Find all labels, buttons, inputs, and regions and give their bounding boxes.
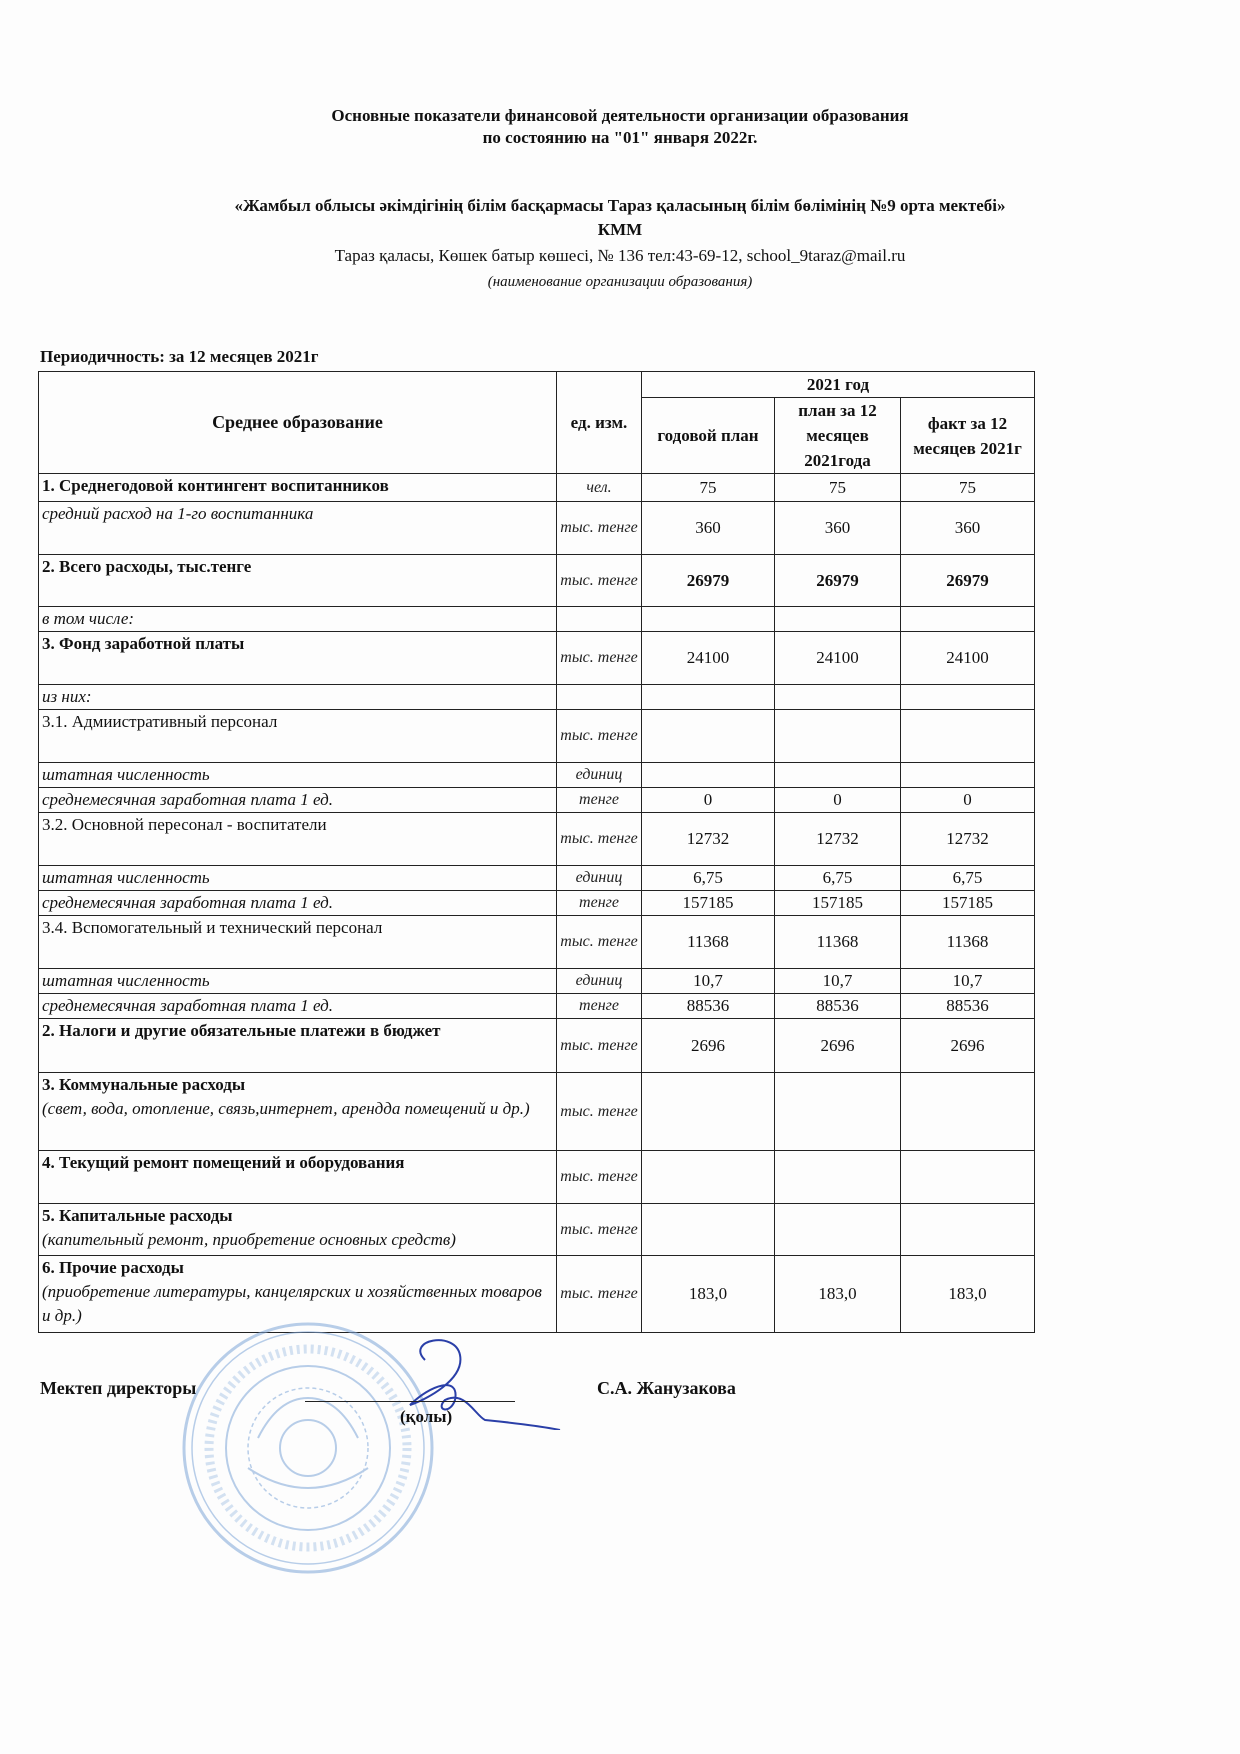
value-fact-12-months <box>901 1204 1035 1256</box>
value-annual-plan: 10,7 <box>642 969 775 994</box>
signature-line <box>305 1401 515 1402</box>
value-fact-12-months <box>901 710 1035 763</box>
row-label-cell <box>39 710 557 763</box>
header-main: Среднее образование <box>39 372 557 474</box>
document-title-line2: по состоянию на "01" января 2022г. <box>482 128 758 147</box>
value-fact-12-months <box>901 1073 1035 1151</box>
value-plan-12-months: 183,0 <box>775 1256 901 1333</box>
row-label-cell <box>39 813 557 866</box>
table-row <box>39 866 1035 891</box>
value-plan-12-months: 24100 <box>775 632 901 685</box>
table-row <box>39 474 1035 502</box>
value-fact-12-months: 12732 <box>901 813 1035 866</box>
row-unit: тыс. тенге <box>557 555 642 607</box>
value-plan-12-months: 75 <box>775 474 901 502</box>
table-row <box>39 994 1035 1019</box>
table-row <box>39 969 1035 994</box>
row-label-cell <box>39 916 557 969</box>
row-label: из них: <box>42 687 92 706</box>
row-unit: тенге <box>557 994 642 1019</box>
table-row <box>39 1019 1035 1073</box>
value-fact-12-months <box>901 763 1035 788</box>
value-fact-12-months: 6,75 <box>901 866 1035 891</box>
table-row <box>39 632 1035 685</box>
row-label: в том числе: <box>42 609 135 628</box>
organization-name: «Жамбыл облысы әкімдігінің білім басқармасы Тараз қаласының білім бөлімінің №9 орта мектебі» <box>234 196 1006 215</box>
value-fact-12-months: 183,0 <box>901 1256 1035 1333</box>
table-row <box>39 502 1035 555</box>
organization-address: Тараз қаласы, Көшек батыр көшесі, № 136 тел:43-69-12, school_9taraz@mail.ru <box>334 246 906 265</box>
value-plan-12-months: 0 <box>775 788 901 813</box>
table-row <box>39 1151 1035 1204</box>
value-fact-12-months: 75 <box>901 474 1035 502</box>
value-annual-plan: 183,0 <box>642 1256 775 1333</box>
value-plan-12-months: 157185 <box>775 891 901 916</box>
row-unit: тенге <box>557 891 642 916</box>
value-fact-12-months: 24100 <box>901 632 1035 685</box>
value-annual-plan: 26979 <box>642 555 775 607</box>
table-row <box>39 685 1035 710</box>
value-plan-12-months <box>775 685 901 710</box>
row-label-cell <box>39 866 557 891</box>
row-sublabel: (приобретение литературы, канцелярских и хозяйственных товаров и др.) <box>42 1282 542 1325</box>
value-fact-12-months: 2696 <box>901 1019 1035 1073</box>
table-row <box>39 1204 1035 1256</box>
value-plan-12-months: 12732 <box>775 813 901 866</box>
row-unit: тыс. тенге <box>557 1151 642 1204</box>
table-row <box>39 607 1035 632</box>
row-unit: чел. <box>557 474 642 502</box>
value-plan-12-months: 26979 <box>775 555 901 607</box>
row-label: 6. Прочие расходы <box>42 1258 184 1277</box>
row-label-cell <box>39 994 557 1019</box>
financial-table <box>38 371 1035 1333</box>
value-annual-plan: 75 <box>642 474 775 502</box>
periodicity: Периодичность: за 12 месяцев 2021г <box>40 347 319 366</box>
value-plan-12-months <box>775 1151 901 1204</box>
row-label-cell <box>39 969 557 994</box>
row-label-cell <box>39 1151 557 1204</box>
row-unit <box>557 685 642 710</box>
value-plan-12-months <box>775 763 901 788</box>
row-label: штатная численность <box>42 765 210 784</box>
row-label-cell <box>39 474 557 502</box>
value-fact-12-months: 0 <box>901 788 1035 813</box>
row-label: среднемесячная заработная плата 1 ед. <box>42 893 334 912</box>
value-plan-12-months: 11368 <box>775 916 901 969</box>
row-sublabel: (свет, вода, отопление, связь,интернет, арендда помещений и др.) <box>42 1099 530 1118</box>
row-unit: тенге <box>557 788 642 813</box>
value-plan-12-months: 88536 <box>775 994 901 1019</box>
row-unit: тыс. тенге <box>557 1256 642 1333</box>
value-annual-plan <box>642 710 775 763</box>
organization-type: КММ <box>597 220 643 239</box>
value-fact-12-months: 11368 <box>901 916 1035 969</box>
row-label: 4. Текущий ремонт помещений и оборудования <box>42 1153 405 1172</box>
row-label-cell <box>39 891 557 916</box>
document-title-line1: Основные показатели финансовой деятельности организации образования <box>331 106 909 125</box>
director-signature <box>365 1330 565 1430</box>
row-label: 5. Капитальные расходы <box>42 1206 233 1225</box>
value-annual-plan <box>642 1073 775 1151</box>
value-annual-plan: 360 <box>642 502 775 555</box>
header-fact-12-months: факт за 12 месяцев 2021г <box>901 398 1035 474</box>
value-plan-12-months <box>775 1073 901 1151</box>
row-label: 3. Коммунальные расходы <box>42 1075 246 1094</box>
row-label-cell <box>39 1073 557 1151</box>
row-unit: единиц <box>557 969 642 994</box>
signatory-position: Мектеп директоры <box>40 1378 197 1398</box>
value-plan-12-months: 2696 <box>775 1019 901 1073</box>
row-label: 2. Всего расходы, тыс.тенге <box>42 557 252 576</box>
row-unit: тыс. тенге <box>557 632 642 685</box>
table-row <box>39 710 1035 763</box>
value-plan-12-months: 6,75 <box>775 866 901 891</box>
value-fact-12-months: 360 <box>901 502 1035 555</box>
row-label-cell <box>39 607 557 632</box>
row-unit: тыс. тенге <box>557 916 642 969</box>
signature-caption: (қолы) <box>400 1407 453 1426</box>
value-fact-12-months: 26979 <box>901 555 1035 607</box>
value-annual-plan: 2696 <box>642 1019 775 1073</box>
value-plan-12-months: 10,7 <box>775 969 901 994</box>
header-unit: ед. изм. <box>557 372 642 474</box>
row-label: 3.4. Вспомогательный и технический персонал <box>42 918 383 937</box>
value-fact-12-months <box>901 1151 1035 1204</box>
row-label-cell <box>39 1019 557 1073</box>
header-annual-plan: годовой план <box>642 398 775 474</box>
table-row <box>39 788 1035 813</box>
value-annual-plan: 88536 <box>642 994 775 1019</box>
value-plan-12-months: 360 <box>775 502 901 555</box>
value-plan-12-months <box>775 710 901 763</box>
row-unit: единиц <box>557 763 642 788</box>
header-plan-12-months: план за 12 месяцев 2021года <box>775 398 901 474</box>
value-annual-plan <box>642 763 775 788</box>
value-fact-12-months <box>901 607 1035 632</box>
row-unit: тыс. тенге <box>557 813 642 866</box>
row-unit: тыс. тенге <box>557 1204 642 1256</box>
value-annual-plan <box>642 685 775 710</box>
row-label: среднемесячная заработная плата 1 ед. <box>42 790 334 809</box>
table-row <box>39 1073 1035 1151</box>
row-label-cell <box>39 502 557 555</box>
row-unit: тыс. тенге <box>557 502 642 555</box>
row-label: средний расход на 1-го воспитанника <box>42 504 314 523</box>
value-plan-12-months <box>775 607 901 632</box>
row-label-cell <box>39 788 557 813</box>
row-unit: тыс. тенге <box>557 710 642 763</box>
row-label-cell <box>39 632 557 685</box>
value-annual-plan: 157185 <box>642 891 775 916</box>
row-sublabel: (капительный ремонт, приобретение основных средств) <box>42 1230 456 1249</box>
row-label-cell <box>39 555 557 607</box>
row-label: штатная численность <box>42 868 210 887</box>
value-fact-12-months: 88536 <box>901 994 1035 1019</box>
row-label-cell <box>39 685 557 710</box>
value-annual-plan: 12732 <box>642 813 775 866</box>
value-annual-plan <box>642 607 775 632</box>
row-unit: единиц <box>557 866 642 891</box>
table-row <box>39 763 1035 788</box>
row-label: 3. Фонд заработной платы <box>42 634 245 653</box>
header-year: 2021 год <box>642 372 1035 398</box>
row-label: 3.2. Основной пересонал - воспитатели <box>42 815 327 834</box>
table-row <box>39 555 1035 607</box>
row-unit <box>557 607 642 632</box>
table-row <box>39 891 1035 916</box>
value-annual-plan: 0 <box>642 788 775 813</box>
value-annual-plan <box>642 1204 775 1256</box>
value-fact-12-months: 10,7 <box>901 969 1035 994</box>
value-annual-plan: 6,75 <box>642 866 775 891</box>
row-label: 3.1. Адмиистративный персонал <box>42 712 278 731</box>
row-unit: тыс. тенге <box>557 1019 642 1073</box>
table-row <box>39 813 1035 866</box>
row-label: 2. Налоги и другие обязательные платежи в бюджет <box>42 1021 441 1040</box>
row-label-cell <box>39 763 557 788</box>
signatory-name: С.А. Жанузакова <box>597 1378 736 1398</box>
organization-caption: (наименование организации образования) <box>487 274 753 290</box>
row-label: 1. Среднегодовой контингент воспитанников <box>42 476 389 495</box>
row-label: штатная численность <box>42 971 210 990</box>
value-plan-12-months <box>775 1204 901 1256</box>
value-fact-12-months: 157185 <box>901 891 1035 916</box>
row-unit: тыс. тенге <box>557 1073 642 1151</box>
value-annual-plan: 24100 <box>642 632 775 685</box>
table-row <box>39 916 1035 969</box>
row-label-cell <box>39 1204 557 1256</box>
row-label: среднемесячная заработная плата 1 ед. <box>42 996 334 1015</box>
value-annual-plan <box>642 1151 775 1204</box>
value-fact-12-months <box>901 685 1035 710</box>
value-annual-plan: 11368 <box>642 916 775 969</box>
